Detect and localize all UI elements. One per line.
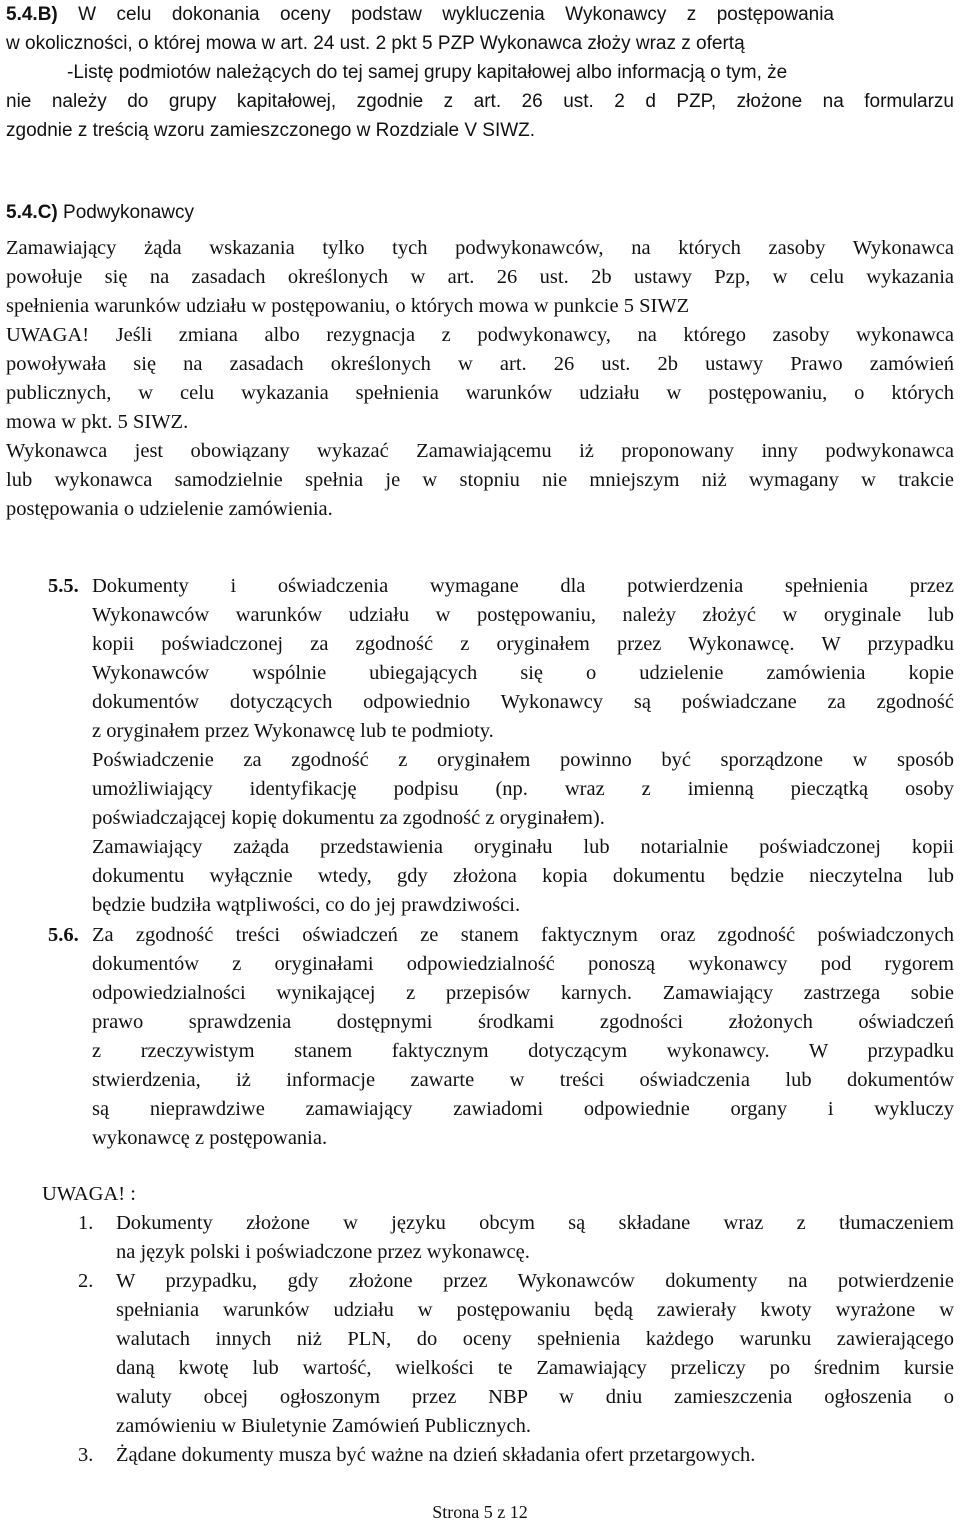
section-5-4-b-line: 5.4.B) W celu dokonania oceny podstaw wykluczenia Wykonawcy z postępowania [6,4,834,25]
paragraph-line: Za zgodność treści oświadczeń ze stanem faktycznym oraz zgodność poświadczonych [92,924,954,946]
paragraph-line: lub wykonawca samodzielnie spełnia je w stopniu nie mniejszym niż wymagany w trakcie [6,469,954,491]
uwaga-item-3 [78,1441,954,1470]
list-item-line: daną kwotę lub wartość, wielkości te Zamawiający przeliczy po średnim kursie [116,1357,954,1379]
section-5-4-b-line: nie należy do grupy kapitałowej, zgodnie z art. 26 ust. 2 d PZP, złożone na formularzu [6,91,954,112]
paragraph-line: stwierdzenia, iż informacje zawarte w treści oświadczenia lub dokumentów [92,1069,954,1091]
paragraph-line: UWAGA! Jeśli zmiana albo rezygnacja z podwykonawcy, na którego zasoby wykonawca [6,324,954,346]
paragraph-line: mowa w pkt. 5 SIWZ. [6,411,189,433]
section-5-4-c [6,198,954,227]
section-number: 5.5. [48,575,79,597]
section-5-4-c-body [6,234,954,524]
paragraph-line: Wykonawca jest obowiązany wykazać Zamawiającemu iż proponowany inny podwykonawca [6,440,954,462]
paragraph-line: dokumentu wyłącznie wtedy, gdy złożona kopia dokumentu będzie nieczytelna lub [92,865,954,887]
paragraph-line: prawo sprawdzenia dostępnymi środkami zgodności złożonych oświadczeń [92,1011,954,1033]
list-item-line: Dokumenty złożone w języku obcym są składane wraz z tłumaczeniem [116,1212,954,1234]
paragraph-line: z rzeczywistym stanem faktycznym dotyczącym wykonawcy. W przypadku [92,1040,954,1062]
paragraph-line: Poświadczenie za zgodność z oryginałem powinno być sporządzone w sposób [92,749,954,771]
paragraph-line: poświadczającej kopię dokumentu za zgodność z oryginałem). [92,807,605,829]
list-number: 3. [78,1444,94,1466]
section-label: 5.4.B) [6,4,58,25]
paragraph-line: wykonawcę z postępowania. [92,1127,328,1149]
list-item-line: Żądane dokumenty musza być ważne na dzień składania ofert przetargowych. [116,1444,756,1466]
list-item-line: na język polski i poświadczone przez wykonawcę. [116,1241,530,1263]
paragraph-line: postępowania o udzielenie zamówienia. [6,498,333,520]
paragraph-line: Zamawiający zażąda przedstawienia oryginału lub notarialnie poświadczonej kopii [92,836,954,858]
list-item-line: waluty obcej ogłoszonym przez NBP w dniu zamieszczenia ogłoszenia o [116,1386,954,1408]
list-number: 2. [78,1270,94,1292]
list-item-line: spełniania warunków udziału w postępowaniu będą zawierały kwoty wyrażone w [116,1299,954,1321]
paragraph-line: są nieprawdziwe zamawiający zawiadomi odpowiednie organy i wykluczy [92,1098,954,1120]
section-5-4-b-line: -Listę podmiotów należących do tej samej grupy kapitałowej albo informacją o tym, że [67,62,788,83]
section-5-6 [48,921,954,1153]
page-footer: Strona 5 z 12 [432,1502,528,1522]
uwaga-item-1 [78,1209,954,1267]
section-5-4-b-line: w okoliczności, o której mowa w art. 24 ust. 2 pkt 5 PZP Wykonawca złoży wraz z ofertą [6,33,745,54]
list-number: 1. [78,1212,94,1234]
paragraph-line: odpowiedzialności wynikającej z przepisów karnych. Zamawiający zastrzega sobie [92,982,954,1004]
section-label: 5.4.C) [6,202,58,223]
list-item-line: walutach innych niż PLN, do oceny spełnienia każdego warunku zawierającego [116,1328,954,1350]
paragraph-line: dokumentów z oryginałami odpowiedzialność ponoszą wykonawcy pod rygorem [92,953,954,975]
paragraph-line: umożliwiający identyfikację podpisu (np. wraz z imienną pieczątką osoby [92,778,954,800]
section-5-4-b [6,0,954,145]
list-item-line: W przypadku, gdy złożone przez Wykonawców dokumenty na potwierdzenie [116,1270,954,1292]
list-item-line: zamówieniu w Biuletynie Zamówień Publicznych. [116,1415,532,1437]
paragraph-line: powołuje się na zasadach określonych w art. 26 ust. 2b ustawy Pzp, w celu wykazania [6,266,954,288]
paragraph-line: Dokumenty i oświadczenia wymagane dla potwierdzenia spełnienia przez [92,575,954,597]
paragraph-line: będzie budziła wątpliwości, co do jej prawdziwości. [92,894,521,916]
paragraph-line: z oryginałem przez Wykonawcę lub te podmioty. [92,720,494,742]
paragraph-line: Wykonawców warunków udziału w postępowaniu, należy złożyć w oryginale lub [92,604,954,626]
section-heading: 5.4.C) Podwykonawcy [6,202,194,223]
paragraph-line: publicznych, w celu wykazania spełnienia warunków udziału w postępowaniu, o których [6,382,954,404]
section-5-4-b-line: zgodnie z treścią wzoru zamieszczonego w Rozdziale V SIWZ. [6,120,536,141]
paragraph-line: Wykonawców wspólnie ubiegających się o udzielenie zamówienia kopie [92,662,954,684]
paragraph-line: kopii poświadczonej za zgodność z oryginałem przez Wykonawcę. W przypadku [92,633,954,655]
section-5-5 [48,572,954,920]
section-number: 5.6. [48,924,79,946]
paragraph-line: powoływała się na zasadach określonych w art. 26 ust. 2b ustawy Prawo zamówień [6,353,954,375]
paragraph-line: dokumentów dotyczących odpowiednio Wykonawcy są poświadczane za zgodność [92,691,954,713]
uwaga-item-2 [78,1267,954,1441]
uwaga-heading: UWAGA! : [42,1183,136,1205]
paragraph-line: spełnienia warunków udziału w postępowaniu, o których mowa w punkcie 5 SIWZ [6,295,690,317]
paragraph-line: Zamawiający żąda wskazania tylko tych podwykonawców, na których zasoby Wykonawca [6,237,954,259]
